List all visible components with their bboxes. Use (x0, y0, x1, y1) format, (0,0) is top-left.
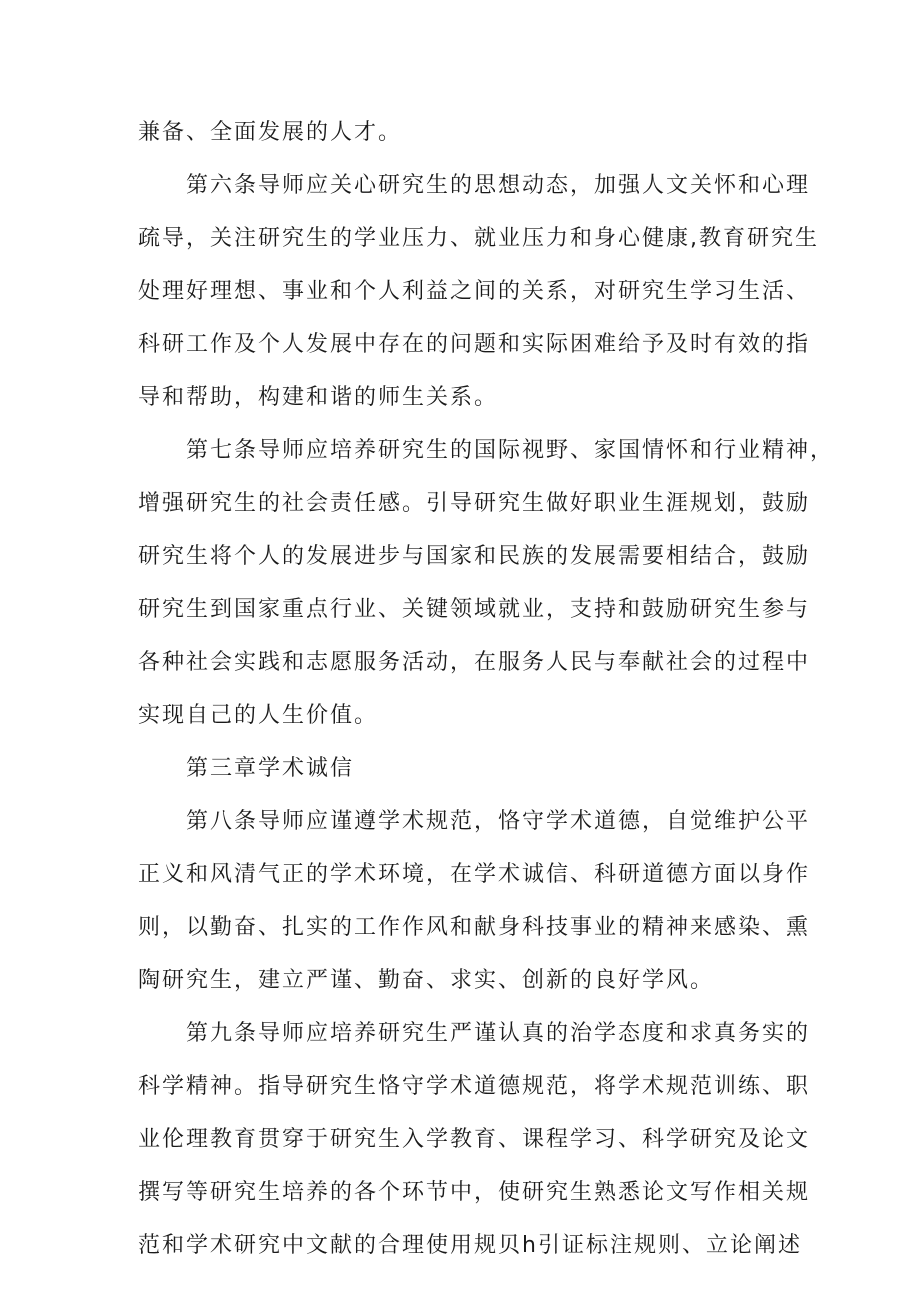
paragraph-2-line-2: 研究生将个人的发展进步与国家和民族的发展需要相结合，鼓励 (138, 544, 811, 569)
paragraph-2-line-4: 各种社会实践和志愿服务活动，在服务人民与奉献社会的过程中 (138, 650, 811, 675)
paragraph-5-line-4: 范和学术研究中文献的合理使用规贝h引证标注规则、立论阐述 (138, 1233, 802, 1258)
paragraph-1-line-2: 处理好理想、事业和个人利益之间的关系，对研究生学习生活、 (138, 279, 811, 304)
paragraph-2-line-0: 第七条导师应培养研究生的国际视野、家国情怀和行业精神， (186, 438, 835, 463)
paragraph-1-line-0: 第六条导师应关心研究生的思想动态，加强人文关怀和心理 (186, 173, 811, 198)
paragraph-2-line-1: 增强研究生的社会责任感。引导研究生做好职业生涯规划，鼓励 (138, 491, 811, 516)
paragraph-5-line-2: 业伦理教育贯穿于研究生入学教育、课程学习、科学研究及论文 (138, 1127, 811, 1152)
paragraph-2-line-3: 研究生到国家重点行业、关键领域就业，支持和鼓励研究生参与 (138, 597, 811, 622)
paragraph-4-line-0: 第八条导师应谨遵学术规范，恪守学术道德，自觉维护公平 (186, 809, 811, 834)
chapter-heading: 第三章学术诚信 (186, 756, 355, 781)
document-body (138, 106, 835, 1272)
paragraph-4-line-1: 正义和风清气正的学术环境，在学术诚信、科研道德方面以身作 (138, 862, 811, 887)
paragraph-2-line-5: 实现自己的人生价值。 (138, 703, 379, 728)
paragraph-4-line-3: 陶研究生，建立严谨、勤奋、求实、创新的良好学风。 (138, 968, 715, 993)
paragraph-5-line-3: 撰写等研究生培养的各个环节中，使研究生熟悉论文写作相关规 (138, 1180, 811, 1205)
paragraph-5-line-0: 第九条导师应培养研究生严谨认真的治学态度和求真务实的 (186, 1021, 811, 1046)
paragraph-1-line-3: 科研工作及个人发展中存在的问题和实际困难给予及时有效的指 (138, 332, 811, 357)
paragraph-1-line-4: 导和帮助，构建和谐的师生关系。 (138, 385, 499, 410)
paragraph-1-line-1: 疏导，关注研究生的学业压力、就业压力和身心健康,教育研究生 (138, 226, 819, 251)
paragraph-5-line-1: 科学精神。指导研究生恪守学术道德规范，将学术规范训练、职 (138, 1074, 811, 1099)
paragraph-0-line-0: 兼备、全面发展的人才。 (138, 120, 403, 145)
paragraph-4-line-2: 则，以勤奋、扎实的工作作风和献身科技事业的精神来感染、熏 (138, 915, 811, 940)
